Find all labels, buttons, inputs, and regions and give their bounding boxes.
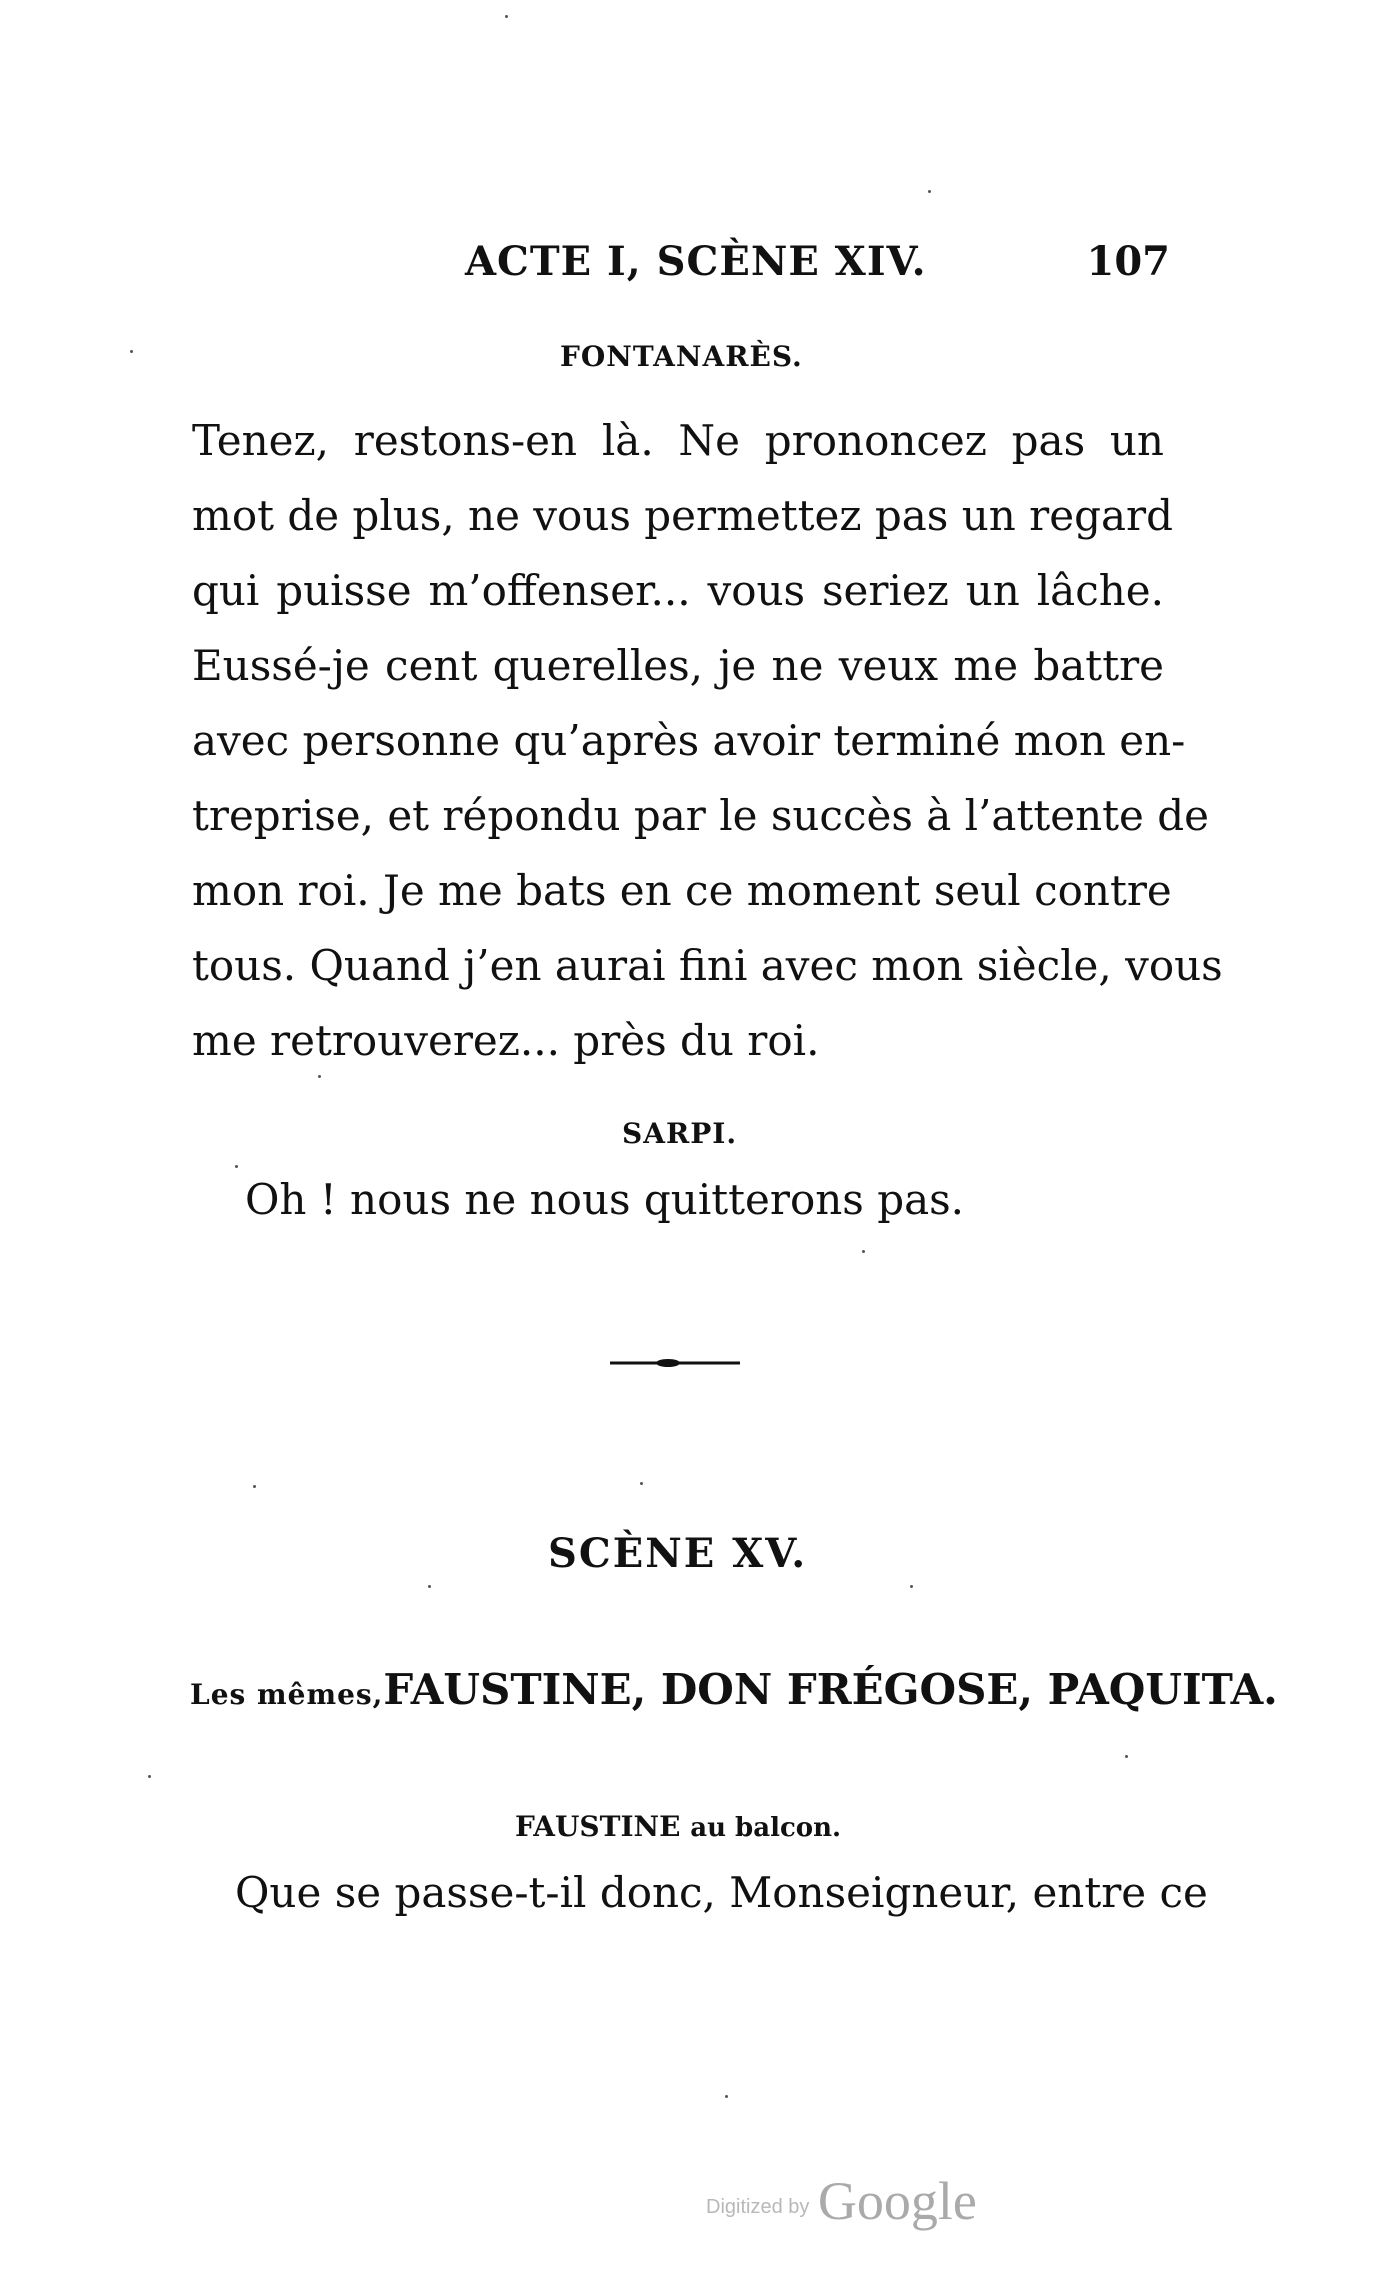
scan-speck — [148, 1775, 151, 1778]
sarpi-reply: Oh ! nous ne nous quitterons pas. — [245, 1175, 965, 1224]
running-head — [190, 238, 1190, 298]
scan-speck — [318, 1075, 321, 1078]
scan-speck — [1125, 1755, 1128, 1758]
speech-line: mon roi. Je me bats en ce moment seul contre — [192, 866, 1172, 915]
cast-names: FAUSTINE, DON FRÉGOSE, PAQUITA. — [383, 1665, 1278, 1714]
scan-speck — [235, 1165, 238, 1168]
speech-line: Eussé-je cent querelles, je ne veux me battre — [192, 641, 1164, 690]
faustine-opening-line: Que se passe-t-il donc, Monseigneur, entre ce — [235, 1868, 1208, 1917]
scene-title: SCÈNE XV. — [548, 1530, 808, 1577]
scan-speck — [910, 1585, 913, 1588]
speech-line: qui puisse m’offenser... vous seriez un lâche. — [192, 566, 1164, 615]
scan-speck — [253, 1485, 256, 1488]
speech-line: mot de plus, ne vous permettez pas un regard — [192, 491, 1173, 540]
cast-list — [190, 1665, 1278, 1714]
speech-line: me retrouverez... près du roi. — [192, 1016, 820, 1065]
speech-line: Tenez, restons-en là. Ne prononcez pas un — [192, 416, 1164, 465]
speaker-faustine — [515, 1810, 841, 1843]
scan-speck — [928, 190, 931, 193]
scan-speck — [428, 1585, 431, 1588]
digitized-watermark — [706, 2170, 977, 2232]
scan-speck — [640, 1482, 643, 1485]
speech-line: avec personne qu’après avoir terminé mon en- — [192, 716, 1186, 765]
fontanares-speech — [192, 403, 1223, 1078]
speaker-sarpi: SARPI. — [622, 1117, 738, 1150]
speech-line: treprise, et répondu par le succès à l’attente de — [192, 791, 1209, 840]
scan-speck — [725, 2095, 728, 2098]
section-divider-ornament — [610, 1358, 740, 1368]
running-title: ACTE I, SCÈNE XIV. — [465, 238, 927, 285]
cast-prefix: Les mêmes, — [190, 1678, 384, 1711]
stage-direction: au balcon. — [690, 1813, 842, 1843]
speaker-name: FAUSTINE — [515, 1810, 681, 1843]
speaker-fontanares: FONTANARÈS. — [560, 340, 803, 373]
google-logo: Google — [817, 2171, 977, 2231]
scan-speck — [505, 15, 508, 18]
scan-speck — [130, 350, 133, 353]
watermark-prefix: Digitized by — [706, 2196, 810, 2218]
page-number: 107 — [1086, 238, 1170, 285]
scan-speck — [862, 1250, 865, 1253]
speech-line: tous. Quand j’en aurai fini avec mon siècle, vous — [192, 941, 1223, 990]
